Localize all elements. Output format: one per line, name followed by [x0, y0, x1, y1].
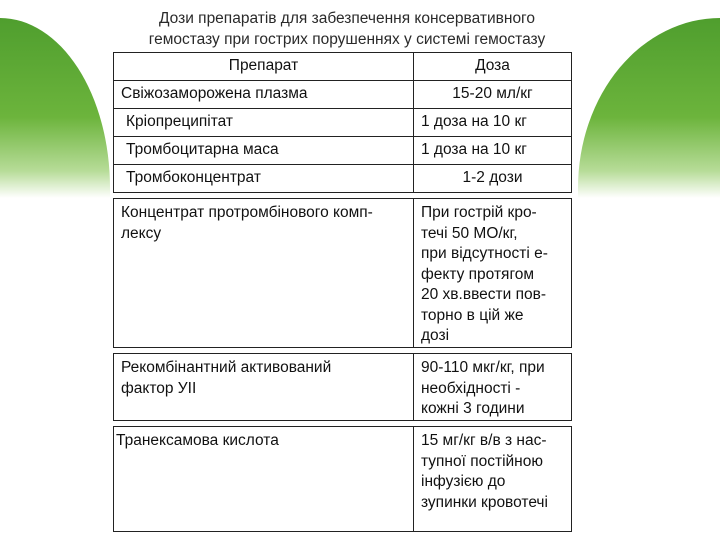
header-dose: Доза [414, 53, 572, 81]
drug-cell: Рекомбінантний активований фактор УІІ [114, 354, 414, 421]
drug-cell: Кріопреципітат [114, 109, 414, 137]
table-row [114, 109, 572, 137]
slide-title [112, 8, 582, 50]
dose-cell: 1 доза на 10 кг [414, 109, 572, 137]
table-row [114, 199, 572, 348]
title-line-2: гемостазу при гострих порушеннях у системі гемостазу [148, 31, 546, 48]
green-decoration-left [0, 18, 110, 198]
drug-cell: Транексамова кислота [114, 427, 414, 532]
table-panel [110, 50, 578, 534]
dose-cell: 1 доза на 10 кг [414, 137, 572, 165]
dose-cell: При гострій кро- течі 50 МО/кг, при відсутності е- фекту протягом 20 хв.ввести пов- торно в цій же дозі [414, 199, 572, 348]
table-row [114, 354, 572, 421]
table-row [114, 137, 572, 165]
drug-cell: Тромбоконцентрат [114, 165, 414, 193]
drug-cell: Свіжозаморожена плазма [114, 81, 414, 109]
table-row [114, 427, 572, 532]
dose-cell: 15-20 мл/кг [414, 81, 572, 109]
green-decoration-right [578, 18, 720, 198]
dose-cell: 15 мг/кг в/в з нас- тупної постійною інфузією до зупинки кровотечі [414, 427, 572, 532]
dose-cell: 90-110 мкг/кг, при необхідності - кожні 3 години [414, 354, 572, 421]
drug-cell: Тромбоцитарна маса [114, 137, 414, 165]
dose-table [113, 52, 572, 532]
title-line-1: Дози препаратів для забезпечення консервативного [158, 10, 535, 27]
header-drug: Препарат [114, 53, 414, 81]
drug-cell: Концентрат протромбінового комп- лексу [114, 199, 414, 348]
dose-cell: 1-2 дози [414, 165, 572, 193]
table-header-row [114, 53, 572, 81]
table-row [114, 81, 572, 109]
table-row [114, 165, 572, 193]
